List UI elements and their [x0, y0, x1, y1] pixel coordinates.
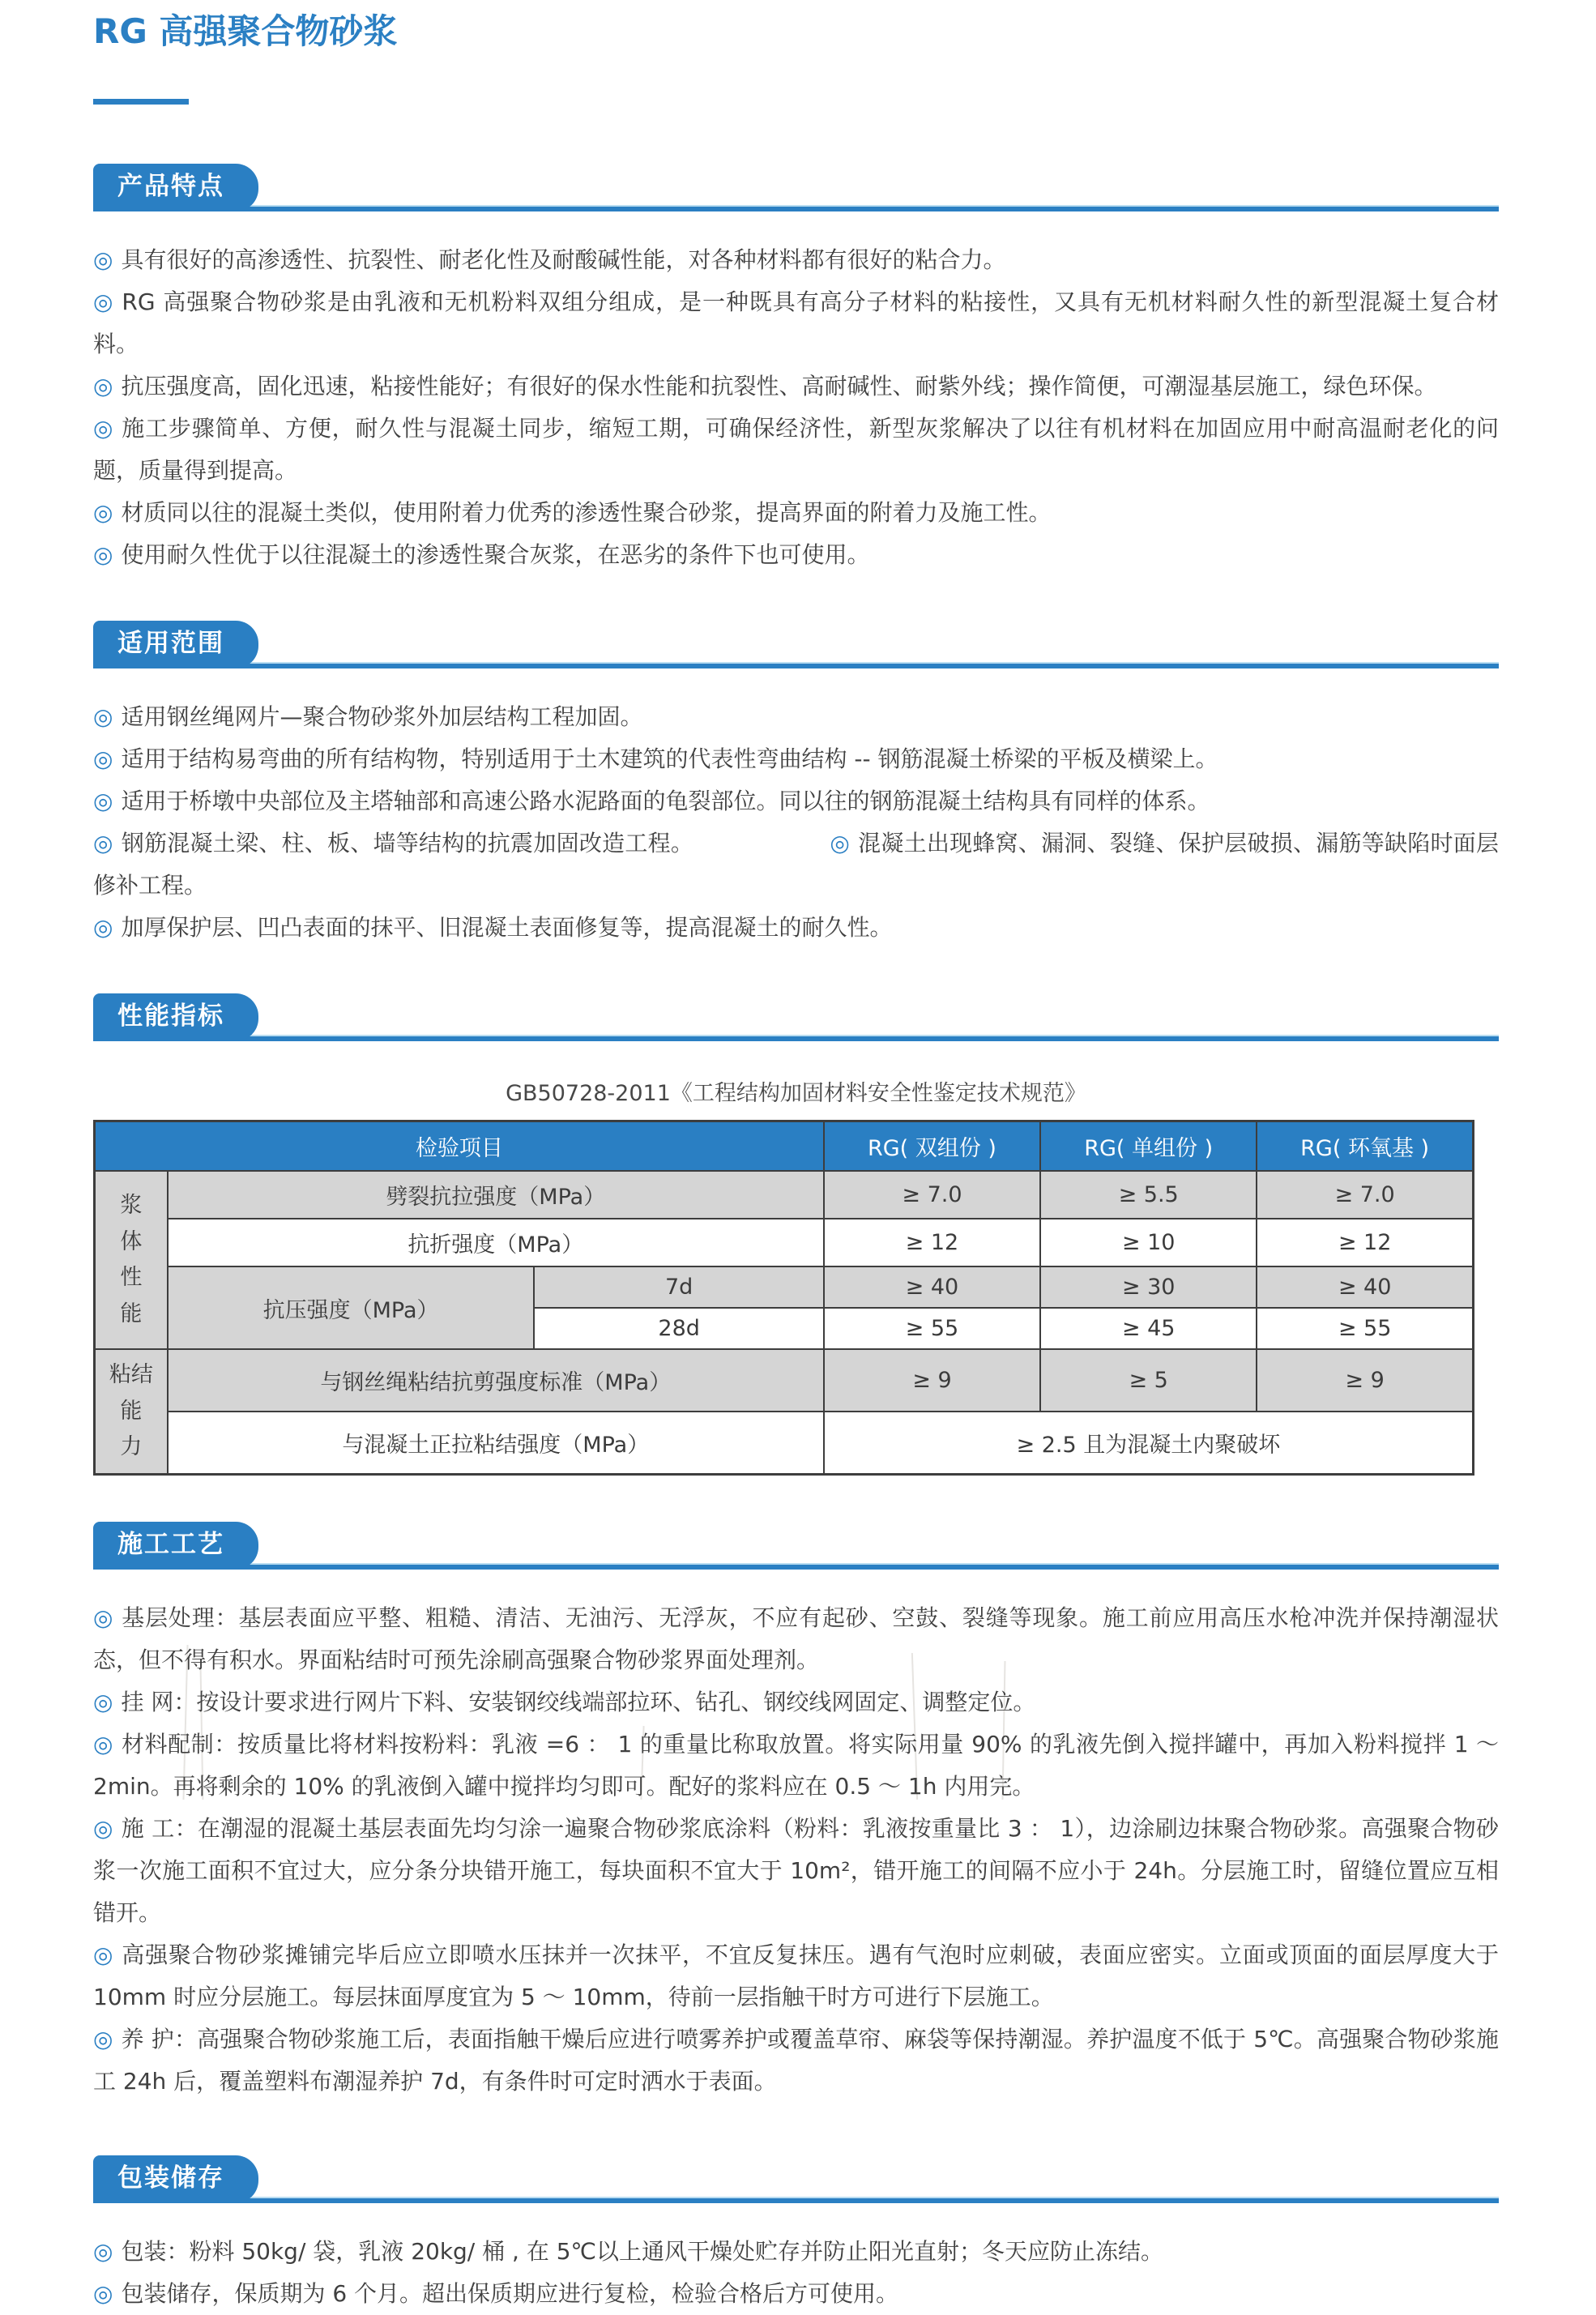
section-performance: [93, 994, 1499, 1476]
list-item-text: RG 高强聚合物砂浆是由乳液和无机粉料双组分组成，是一种既具有高分子材料的粘接性，又具有无机材料耐久性的新型混凝土复合材料。: [93, 288, 1499, 358]
list-item-text: 钢筋混凝土梁、柱、板、墙等结构的抗震加固改造工程。: [121, 830, 694, 857]
row-label: 劈裂抗拉强度（MPa）: [168, 1171, 824, 1219]
list-item: [93, 2018, 1499, 2103]
table-caption: GB50728-2011《工程结构加固材料安全性鉴定技术规范》: [506, 1081, 1086, 1107]
cell-value: ≥ 40: [1257, 1266, 1473, 1308]
row-group-bonding: [95, 1349, 168, 1474]
row-sublabel: 7d: [534, 1266, 823, 1308]
section-packaging: [93, 2156, 1499, 2315]
list-item: [93, 738, 1499, 780]
scope-list: [93, 696, 1499, 949]
cell-value: ≥ 45: [1040, 1308, 1257, 1349]
ring-bullet-icon: ◎: [93, 541, 113, 569]
cell-value: ≥ 12: [1257, 1219, 1473, 1266]
row-label: 与混凝土正拉粘结强度（MPa）: [168, 1412, 824, 1474]
list-item-text: 包装储存，保质期为 6 个月。超出保质期应进行复检，检验合格后方可使用。: [121, 2280, 899, 2308]
list-item: [93, 1681, 1499, 1723]
list-item: [93, 492, 1499, 534]
page-title: RG 高强聚合物砂浆: [93, 11, 398, 51]
list-item: [93, 1808, 1499, 1934]
title-underline: [93, 99, 189, 105]
section-header-scope: [93, 621, 1499, 668]
list-item-text: 抗压强度高，固化迅速，粘接性能好；有很好的保水性能和抗裂性、高耐碱性、耐紫外线；操作简便，可潮湿基层施工，绿色环保。: [121, 373, 1437, 400]
list-item-text: 材料配制：按质量比将材料按粉料：乳液 =6 ： 1 的重量比称取放置。将实际用量 90% 的乳液先倒入搅拌罐中，再加入粉料搅拌 1 ～ 2min。再将剩余的 10% 的乳液倒入罐中搅拌均匀即可。配好的浆料应在 0.5 ～ 1h 内用完。: [93, 1731, 1499, 1800]
ring-bullet-icon: ◎: [93, 788, 113, 815]
section-rule: [93, 1563, 1499, 1570]
list-item-text: 混凝土出现蜂窝、漏洞、裂缝、保护层破损、漏筋等缺陷时面层修补工程。: [93, 830, 1500, 899]
cell-value: ≥ 12: [824, 1219, 1040, 1266]
section-badge-packaging: 包装储存: [93, 2155, 258, 2203]
list-item: [93, 696, 1499, 738]
cell-value: ≥ 40: [824, 1266, 1040, 1308]
section-badge-process: 施工工艺: [93, 1522, 258, 1570]
group-label-line: 粘结能: [109, 1362, 153, 1424]
section-header-features: [93, 164, 1499, 211]
section-process: [93, 1523, 1499, 2103]
list-item: [93, 365, 1499, 408]
table-row: [95, 1171, 1474, 1219]
ring-bullet-icon: ◎: [93, 1941, 114, 1969]
ring-bullet-icon: ◎: [93, 1604, 114, 1632]
group-label-line: 力: [120, 1434, 143, 1460]
ring-bullet-icon: ◎: [93, 373, 113, 400]
cell-value: ≥ 7.0: [1257, 1171, 1473, 1219]
process-list: [93, 1597, 1499, 2103]
section-badge-performance: 性能指标: [93, 993, 258, 1041]
list-item-text: 适用于结构易弯曲的所有结构物，特别适用于土木建筑的代表性弯曲结构 -- 钢筋混凝土桥梁的平板及横梁上。: [121, 745, 1218, 773]
ring-bullet-icon: ◎: [93, 830, 113, 857]
list-item-text: 使用耐久性优于以往混凝土的渗透性聚合灰浆，在恶劣的条件下也可使用。: [121, 541, 870, 569]
col-header-rgepoxy: RG( 环氧基 ): [1257, 1121, 1473, 1172]
ring-bullet-icon: ◎: [93, 1815, 113, 1843]
ring-bullet-icon: ◎: [93, 2238, 113, 2266]
ring-bullet-icon: ◎: [93, 1689, 113, 1716]
cell-value: ≥ 10: [1040, 1219, 1257, 1266]
list-item: [93, 1934, 1499, 2018]
section-badge-scope: 适用范围: [93, 621, 258, 668]
cell-value-merged: ≥ 2.5 且为混凝土内聚破坏: [824, 1412, 1474, 1474]
row-label: 抗折强度（MPa）: [168, 1219, 824, 1266]
list-item: [93, 2273, 1499, 2315]
section-header-process: [93, 1523, 1499, 1570]
list-item-text: 适用钢丝绳网片—聚合物砂浆外加层结构工程加固。: [121, 703, 643, 731]
list-item: [93, 1723, 1499, 1808]
table-row: [95, 1412, 1474, 1474]
table-row: [95, 1219, 1474, 1266]
table-row: [95, 1349, 1474, 1412]
row-group-slurry: [95, 1171, 168, 1349]
ring-bullet-icon: ◎: [93, 745, 113, 773]
packaging-list: [93, 2231, 1499, 2315]
col-header-item: 检验项目: [95, 1121, 824, 1172]
ring-bullet-icon: ◎: [830, 830, 851, 857]
section-scope: [93, 621, 1499, 949]
ring-bullet-icon: ◎: [93, 1731, 114, 1758]
row-label: 与钢丝绳粘结抗剪强度标准（MPa）: [168, 1349, 824, 1412]
ring-bullet-icon: ◎: [93, 703, 113, 731]
cell-value: ≥ 5: [1040, 1349, 1257, 1412]
list-item-dual: [93, 822, 1499, 907]
list-item-text: 适用于桥墩中央部位及主塔轴部和高速公路水泥路面的龟裂部位。同以往的钢筋混凝土结构具有同样的体系。: [121, 788, 1210, 815]
list-item-text: 施 工：在潮湿的混凝土基层表面先均匀涂一遍聚合物砂浆底涂料（粉料：乳液按重量比 3 ： 1），边涂刷边抹聚合物砂浆。高强聚合物砂浆一次施工面积不宜过大，应分条分块错开施工，每块面积不宜大于 10m²，错开施工的间隔不应小于 24h。分层施工时，留缝位置应互相错开。: [93, 1815, 1499, 1927]
cell-value: ≥ 7.0: [824, 1171, 1040, 1219]
ring-bullet-icon: ◎: [93, 415, 114, 442]
group-label-line: 体: [120, 1228, 143, 1254]
section-rule: [93, 2197, 1499, 2203]
row-sublabel: 28d: [534, 1308, 823, 1349]
list-item-text: 材质同以往的混凝土类似，使用附着力优秀的渗透性聚合砂浆，提高界面的附着力及施工性。: [121, 499, 1052, 527]
list-item-text: 基层处理：基层表面应平整、粗糙、清洁、无油污、无浮灰，不应有起砂、空鼓、裂缝等现象。施工前应用高压水枪冲洗并保持潮湿状态，但不得有积水。界面粘结时可预先涂刷高强聚合物砂浆界面处理剂。: [93, 1604, 1499, 1674]
ring-bullet-icon: ◎: [93, 246, 113, 274]
cell-value: ≥ 30: [1040, 1266, 1257, 1308]
ring-bullet-icon: ◎: [93, 2026, 113, 2053]
section-rule: [93, 205, 1499, 211]
list-item: [93, 2231, 1499, 2273]
features-list: [93, 239, 1499, 576]
list-item-text: 挂 网：按设计要求进行网片下料、安装钢绞线端部拉环、钻孔、钢绞线网固定、调整定位。: [121, 1689, 1036, 1716]
col-header-rg2: RG( 双组份 ): [824, 1121, 1040, 1172]
cell-value: ≥ 55: [1257, 1308, 1473, 1349]
group-label-line: 能: [120, 1301, 143, 1326]
section-header-performance: [93, 994, 1499, 1041]
table-row: [95, 1266, 1474, 1308]
ring-bullet-icon: ◎: [93, 499, 113, 527]
list-item-text: 包装：粉料 50kg/ 袋，乳液 20kg/ 桶 , 在 5℃以上通风干燥处贮存并防止阳光直射；冬天应防止冻结。: [121, 2238, 1164, 2266]
row-label: 抗压强度（MPa）: [168, 1266, 535, 1349]
list-item-text: 加厚保护层、凹凸表面的抹平、旧混凝土表面修复等，提高混凝土的耐久性。: [121, 914, 893, 942]
group-label-line: 性: [120, 1265, 143, 1291]
cell-value: ≥ 9: [824, 1349, 1040, 1412]
list-item: [93, 239, 1499, 281]
col-header-rg1: RG( 单组份 ): [1040, 1121, 1257, 1172]
ring-bullet-icon: ◎: [93, 914, 113, 942]
section-rule: [93, 662, 1499, 668]
list-item-text: 施工步骤简单、方便，耐久性与混凝土同步，缩短工期，可确保经济性，新型灰浆解决了以往有机材料在加固应用中耐高温耐老化的问题，质量得到提高。: [93, 415, 1499, 485]
list-item: [93, 780, 1499, 822]
cell-value: ≥ 9: [1257, 1349, 1473, 1412]
group-label-line: 浆: [120, 1193, 143, 1219]
list-item: [93, 907, 1499, 949]
list-item: [93, 408, 1499, 492]
section-features: [93, 164, 1499, 576]
cell-value: ≥ 55: [824, 1308, 1040, 1349]
list-item: [93, 281, 1499, 365]
section-badge-features: 产品特点: [93, 164, 258, 211]
ring-bullet-icon: ◎: [93, 288, 114, 316]
list-item: [93, 1597, 1499, 1681]
performance-table: [93, 1120, 1474, 1476]
section-header-packaging: [93, 2156, 1499, 2203]
list-item-text: 养 护：高强聚合物砂浆施工后，表面指触干燥后应进行喷雾养护或覆盖草帘、麻袋等保持潮湿。养护温度不低于 5℃。高强聚合物砂浆施工 24h 后，覆盖塑料布潮湿养护 7d，有条件时可定时洒水于表面。: [93, 2026, 1499, 2095]
list-item-text: 具有很好的高渗透性、抗裂性、耐老化性及耐酸碱性能，对各种材料都有很好的粘合力。: [121, 246, 1006, 274]
list-item: [93, 534, 1499, 576]
list-item-text: 高强聚合物砂浆摊铺完毕后应立即喷水压抹并一次抹平，不宜反复抹压。遇有气泡时应刺破，表面应密实。立面或顶面的面层厚度大于 10mm 时应分层施工。每层抹面厚度宜为 5 ～ 10mm，待前一层指触干时方可进行下层施工。: [93, 1941, 1499, 2011]
ring-bullet-icon: ◎: [93, 2280, 113, 2308]
table-header-row: [95, 1121, 1474, 1172]
cell-value: ≥ 5.5: [1040, 1171, 1257, 1219]
section-rule: [93, 1035, 1499, 1041]
